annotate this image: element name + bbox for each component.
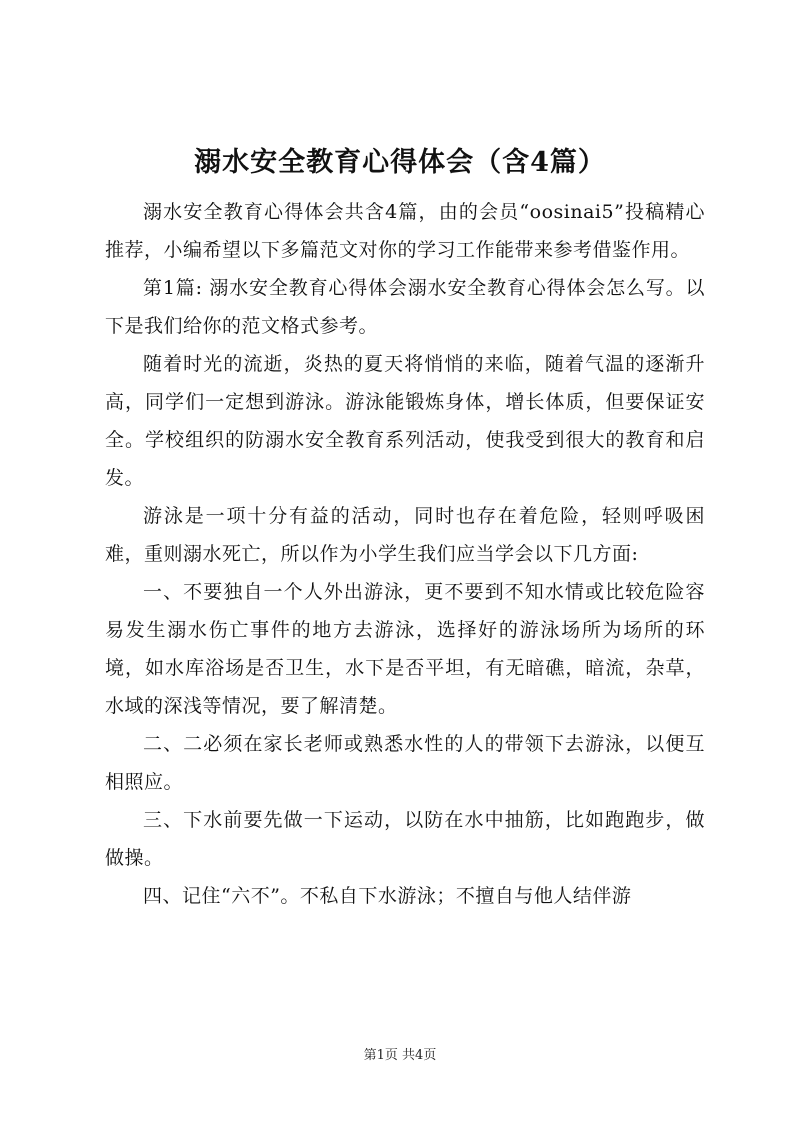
paragraph-item-1: 一、不要独自一个人外出游泳，更不要到不知水情或比较危险容易发生溺水伤亡事件的地方去游泳，选择好的游泳场所为场所的环境，如水库浴场是否卫生，水下是否平坦，有无暗礁，暗流，杂草，水域的深浅等情况，要了解清楚。 — [105, 581, 705, 717]
document-title: 溺水安全教育心得体会（含4篇） — [194, 147, 606, 178]
paragraph-item-4: 四、记住“六不”。不私自下水游泳；不擅自与他人结伴游 — [143, 885, 632, 907]
paragraph: 随着时光的流逝，炎热的夏天将悄悄的来临，随着气温的逐渐升高，同学们一定想到游泳。游泳能锻炼身体，增长体质，但要保证安全。学校组织的防溺水安全教育系列活动，使我受到很大的教育和启发。 — [105, 353, 705, 489]
paragraph-part-1-heading: 第1篇: 溺水安全教育心得体会溺水安全教育心得体会怎么写。以下是我们给你的范文格式参考。 — [105, 277, 705, 337]
paragraph-item-3: 三、下水前要先做一下运动，以防在水中抽筋，比如跑跑步，做做操。 — [105, 809, 705, 869]
document-body — [105, 193, 705, 915]
page-number-footer: 第1页 共4页 — [363, 1048, 437, 1063]
paragraph: 游泳是一项十分有益的活动，同时也存在着危险，轻则呼吸困难，重则溺水死亡，所以作为小学生我们应当学会以下几方面: — [105, 505, 705, 565]
paragraph-intro: 溺水安全教育心得体会共含4篇，由的会员“oosinai5”投稿精心推荐，小编希望以下多篇范文对你的学习工作能带来参考借鉴作用。 — [105, 201, 705, 261]
paragraph-item-2: 二、二必须在家长老师或熟悉水性的人的带领下去游泳，以便互相照应。 — [105, 733, 705, 793]
